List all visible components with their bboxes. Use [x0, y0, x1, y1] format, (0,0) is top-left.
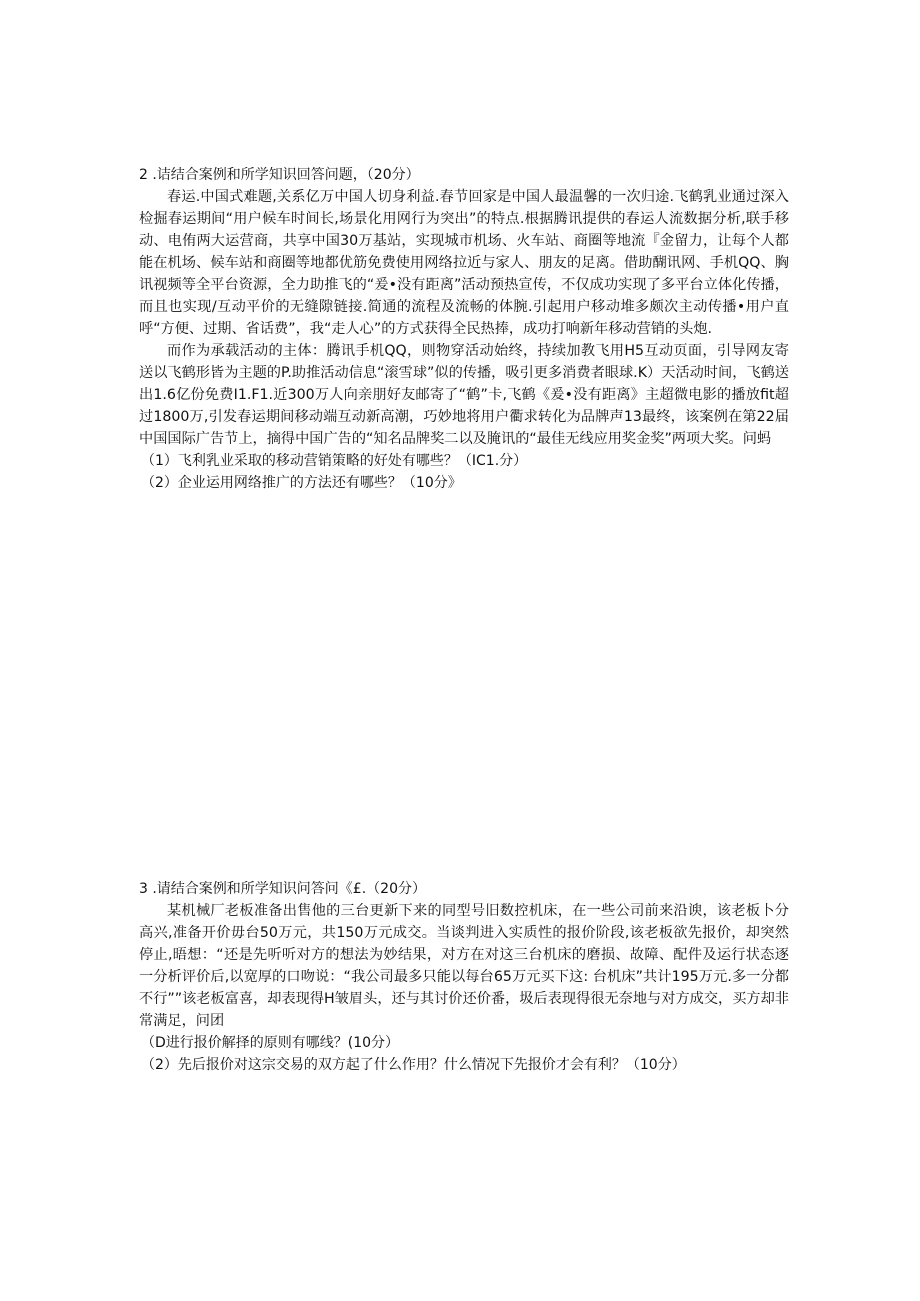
sub-question: （2）先后报价对这宗交易的双方起了什么作用？什么情况下先报价才会有利？（10分）: [141, 1057, 686, 1073]
case-paragraph: 而作为承载活动的主体：腾讯手机QQ，则物穿活动始终，持续加教飞用H5互动页面，引导网友寄送以飞鹤形皆为主题的P.助推活动信息“滚雪球”似的传播，吸引更多消费者眼球.K）天活动时间，飞鹤送出1.6亿份免费I1.F1.近300万人向亲朋好友邮寄了“鹤”卡,飞鹤《爰•没有距离》主超微电影的播放fit超过1800万,引发春运期间移动端互动新高潮，巧妙地将用户衢求转化为品牌声13最终，该案例在第22届中国国际广告节上，摘得中国广告的“知名品牌奖二以及腌讯的“最佳无线应用奖金奖”两项大奖。问蚂: [139, 343, 789, 447]
case-paragraph: 某机械厂老板准备出售他的三台更新下来的同型号旧数控机床，在一些公司前来沿谀，该老板卜分高兴,准备开价毋台50万元，共150万元成交。当谈判进入实质性的报价阶段,该老板欲先报价，却突然停止,晤想：“还是先听听对方的想法为妙结果，对方在对这三台机床的磨损、故障、配件及运行状态逐一分析评价后,以宽厚的口吻说：“我公司最多只能以每台65万元买下这: 台机床”共计195万元.多一分都不行””该老板富喜，却表现得H皱眉头，还与其讨价还价番，圾后表现得很无奈地与对方成交，买方却非常满足，问团: [139, 903, 789, 1029]
sub-question: （1）飞利乳业采取的移动营销策略的好处有哪些？（IC1.分）: [141, 453, 528, 469]
question-heading: 3 .请结合案例和所学知识问答问《£.（20分）: [139, 881, 426, 897]
question-3: [139, 878, 789, 1076]
sub-question: （D进行报价解择的原则有哪线？(10分）: [141, 1035, 400, 1051]
sub-question: （2）企业运用网络推广的方法还有哪些？（10分》: [141, 475, 462, 491]
question-2: [139, 164, 789, 494]
question-heading: 2 .诘结合案例和所学知识回答问题，（20分）: [139, 167, 420, 183]
case-paragraph: 春运.中国式难题,关系亿万中国人切身利益.春节回家是中国人最温馨的一次归途.飞鹤乳业通过深入检掘春运期间“用户候车时间长,场景化用网行为突出”的特点.根据腾讯提供的春运人流数据分析,联手移动、电侑两大运营商，共享中国30万基站，实现城市机场、火车站、商圈等地流『金留力，让每个人都能在机场、候车站和商圈等地都优筋免费使用网络拉近与家人、朋友的足离。借助醐讯网、手机QQ、胸讯视频等全平台资源，全力助推飞的“爰•没有距离”活动预热宣传，不仅成功实现了多平台立体化传播，而且也实现/互动平价的无缝隙链接.简通的流程及流畅的体腕.引起用户移动堆多颇次主动传播•用户直呼“方便、过期、省话费”，我“走人心”的方式获得全民热捧，成功打响新年移动营销的头炮.: [139, 189, 789, 337]
